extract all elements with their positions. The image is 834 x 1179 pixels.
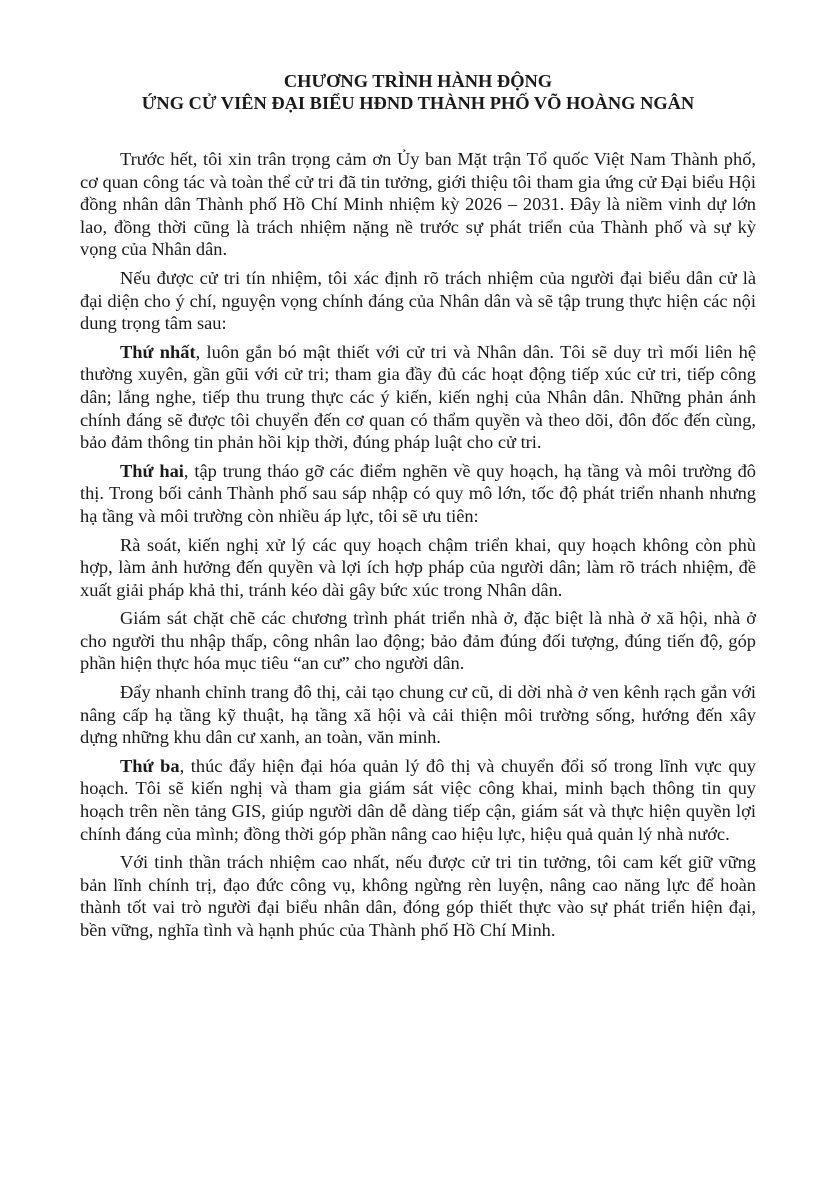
paragraph-intro (80, 148, 756, 261)
document-title-block (80, 70, 756, 114)
paragraph-text: , tập trung tháo gỡ các điểm nghẽn về quy hoạch, hạ tầng và môi trường đô thị. Trong bối cảnh Thành phố sau sáp nhập có quy mô lớn, tốc độ phát triển nhanh nhưng hạ tầng và môi trường còn nhiều áp lực, tôi sẽ ưu tiên: (80, 460, 756, 526)
paragraph-text: Với tinh thần trách nhiệm cao nhất, nếu được cử tri tin tưởng, tôi cam kết giữ vững bản lĩnh chính trị, đạo đức công vụ, không ngừng rèn luyện, nâng cao năng lực để hoàn thành tốt vai trò người đại biểu nhân dân, đóng góp thiết thực vào sự phát triển hiện đại, bền vững, nghĩa tình và hạnh phúc của Thành phố Hồ Chí Minh. (80, 852, 756, 940)
paragraph-commitment (80, 267, 756, 335)
document-page (80, 70, 756, 948)
paragraph-lead: Thứ ba (120, 755, 180, 776)
paragraph-text: Đẩy nhanh chỉnh trang đô thị, cải tạo chung cư cũ, di dời nhà ở ven kênh rạch gắn với nâng cấp hạ tầng kỹ thuật, hạ tầng xã hội và cải thiện môi trường sống, hướng đến xây dựng những khu dân cư xanh, an toàn, văn minh. (80, 682, 756, 748)
document-body (80, 148, 756, 942)
paragraph-text: Nếu được cử tri tín nhiệm, tôi xác định rõ trách nhiệm của người đại biểu dân cử là đại diện cho ý chí, nguyện vọng chính đáng của Nhân dân và sẽ tập trung thực hiện các nội dung trọng tâm sau: (80, 267, 756, 334)
document-subtitle: ỨNG CỬ VIÊN ĐẠI BIỂU HĐND THÀNH PHỐ VÕ HOÀNG NGÂN (141, 93, 695, 113)
paragraph-first (80, 341, 756, 454)
paragraph-text: Trước hết, tôi xin trân trọng cảm ơn Ủy ban Mặt trận Tổ quốc Việt Nam Thành phố, cơ quan công tác và toàn thể cử tri đã tin tưởng, giới thiệu tôi tham gia ứng cử Đại biểu Hội đồng nhân dân Thành phố Hồ Chí Minh nhiệm kỳ 2026 – 2031. Đây là niềm vinh dự lớn lao, đồng thời cũng là trách nhiệm nặng nề trước sự phát triển của Thành phố và sự kỳ vọng của Nhân dân. (80, 149, 756, 260)
paragraph-lead: Thứ hai (120, 460, 184, 481)
paragraph-housing (80, 607, 756, 675)
paragraph-closing (80, 851, 756, 941)
paragraph-urban-renewal (80, 681, 756, 749)
paragraph-text: , thúc đẩy hiện đại hóa quản lý đô thị và chuyển đổi số trong lĩnh vực quy hoạch. Tôi sẽ kiến nghị và tham gia giám sát việc công khai, minh bạch thông tin quy hoạch trên nền tảng GIS, giúp người dân dễ dàng tiếp cận, giám sát và thực hiện quyền lợi chính đáng của mình; đồng thời góp phần nâng cao hiệu lực, hiệu quả quản lý nhà nước. (80, 755, 756, 844)
paragraph-third (80, 755, 756, 845)
paragraph-text: Rà soát, kiến nghị xử lý các quy hoạch chậm triển khai, quy hoạch không còn phù hợp, làm ảnh hưởng đến quyền và lợi ích hợp pháp của người dân; làm rõ trách nhiệm, đề xuất giải pháp khả thi, tránh kéo dài gây bức xúc trong Nhân dân. (80, 534, 756, 600)
paragraph-second (80, 460, 756, 528)
paragraph-text: Giám sát chặt chẽ các chương trình phát triển nhà ở, đặc biệt là nhà ở xã hội, nhà ở cho người thu nhập thấp, công nhân lao động; bảo đảm đúng đối tượng, đúng tiến độ, góp phần hiện thực hóa mục tiêu “an cư” cho người dân. (80, 608, 756, 674)
paragraph-planning-review (80, 534, 756, 602)
document-title: CHƯƠNG TRÌNH HÀNH ĐỘNG (283, 71, 553, 91)
paragraph-text: , luôn gắn bó mật thiết với cử tri và Nhân dân. Tôi sẽ duy trì mối liên hệ thường xuyên, gần gũi với cử tri; tham gia đầy đủ các hoạt động tiếp xúc cử tri, tiếp công dân; lắng nghe, tiếp thu trung thực các ý kiến, kiến nghị của Nhân dân. Những phản ánh chính đáng sẽ được tôi chuyển đến cơ quan có thẩm quyền và theo dõi, đôn đốc đến cùng, bảo đảm thông tin phản hồi kịp thời, đúng pháp luật cho cử tri. (80, 341, 756, 453)
paragraph-lead: Thứ nhất (120, 341, 196, 362)
